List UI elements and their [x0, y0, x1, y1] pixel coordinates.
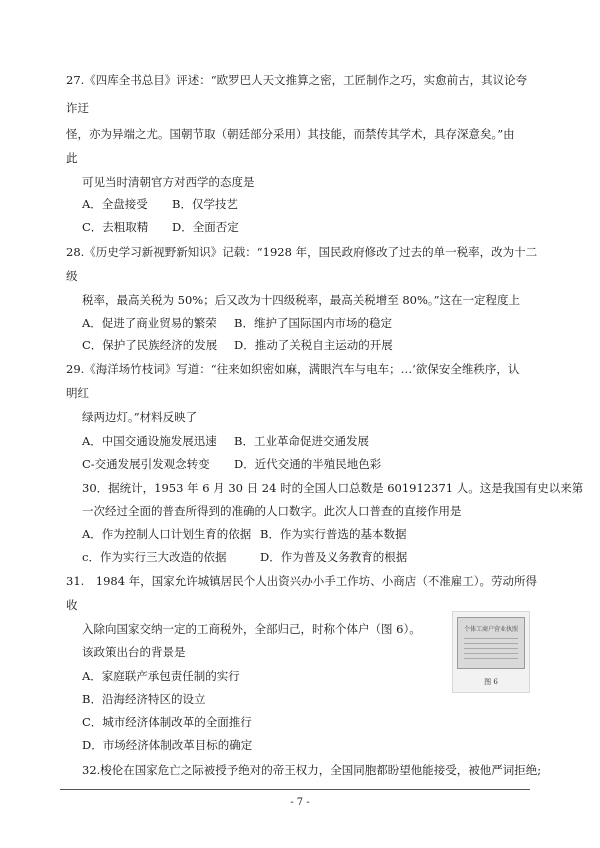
q30-stem-line1: 30．据统计，1953 年 6 月 30 日 24 时的全国人口总数是 601912371 人。这是我国有史以来第	[82, 481, 584, 495]
q31-option-a: A．家庭联产承包责任制的实行	[82, 669, 240, 683]
q31-option-c: C．城市经济体制改革的全面推行	[82, 715, 252, 729]
page-number: - 7 -	[290, 797, 310, 808]
q27-option-a: A．全盘接受	[82, 197, 148, 211]
q30-stem-line2: 一次经过全面的普查所得到的准确的人口数字。此次人口普查的直接作用是	[82, 504, 462, 518]
q28-option-a: A．促进了商业贸易的繁荣	[82, 316, 217, 330]
footer-rule	[60, 789, 530, 790]
q31-stem-line3: 入除向国家交纳一定的工商税外，全部归己，时称个体户（图 6）。	[82, 622, 421, 636]
q29-option-a: A．中国交通设施发展迅速	[82, 434, 217, 448]
q30-option-b: B．作为实行普选的基本数据	[260, 527, 407, 541]
q30-option-c: c．作为实行三大改造的依据	[82, 550, 227, 564]
q28-stem-line1: 28.《历史学习新视野新知识》记载：“1928 年，国民政府修改了过去的单一税率，改为十二	[66, 245, 538, 259]
q27-stem-line1: 27.《四库全书总目》评述：“欧罗巴人天文推算之密，工匠制作之巧，实愈前古，其议论夸	[66, 73, 528, 87]
license-card-title: 个体工商户营业执照	[464, 626, 519, 633]
q29-stem-line3: 绿两边灯。”材料反映了	[82, 410, 198, 424]
q27-stem-line3: 怪，亦为异端之尤。国朝节取（朝廷部分采用）其技能，而禁传其学术，具存深意矣。”由	[66, 127, 515, 141]
q27-option-d: D．全面否定	[172, 220, 239, 234]
q28-stem-line3: 税率，最高关税为 50%；后又改为十四级税率，最高关税增至 80%。”这在一定程度上	[82, 293, 521, 307]
q27-option-c: C．去粗取精	[82, 220, 149, 234]
q32-stem-line1: 32.梭伦在国家危亡之际被授予绝对的帝王权力，全国同胞都盼望他能接受，被他严词拒绝;	[82, 763, 542, 777]
q29-stem-line2: 明红	[66, 386, 89, 400]
q27-stem-line2: 诈迂	[66, 101, 89, 115]
q30-option-a: A．作为控制人口计划生育的依据	[82, 527, 252, 541]
q29-option-d: D．近代交通的半殖民地色彩	[234, 457, 382, 471]
q27-stem-line5: 可见当时清朝官方对西学的态度是	[82, 175, 255, 189]
q31-stem-line1: 31. 1984 年，国家允许城镇居民个人出资兴办小手工作坊、小商店（不准雇工）。劳动所得	[66, 574, 537, 588]
q28-option-c: C．保护了民族经济的发展	[82, 338, 218, 352]
q31-stem-line4: 该政策出台的背景是	[82, 645, 186, 659]
q29-option-c: C-交通发展引发观念转变	[82, 457, 210, 471]
q31-option-d: D．市场经济体制改革目标的确定	[82, 738, 253, 752]
q29-stem-line1: 29.《海洋场竹枝词》写道：“往来如织密如麻，满眼汽车与电车；…‘欲保安全维秩序，认	[66, 362, 520, 376]
figure-6-caption: 图 6	[484, 678, 498, 686]
q31-stem-line2: 收	[66, 598, 78, 612]
license-card	[457, 617, 525, 669]
q27-option-b: B．仅学技艺	[172, 197, 238, 211]
q27-stem-line4: 此	[66, 151, 78, 165]
q28-stem-line2: 级	[66, 269, 78, 283]
figure-6-license-photo	[452, 611, 530, 693]
q28-option-b: B．维护了国际国内市场的稳定	[234, 316, 392, 330]
q30-option-d: D．作为普及义务教育的根据	[260, 550, 408, 564]
license-card-text-lines	[464, 638, 518, 662]
q29-option-b: B．工业革命促进交通发展	[234, 434, 369, 448]
q31-option-b: B．沿海经济特区的设立	[82, 692, 206, 706]
q28-option-d: D．推动了关税自主运动的开展	[234, 338, 393, 352]
